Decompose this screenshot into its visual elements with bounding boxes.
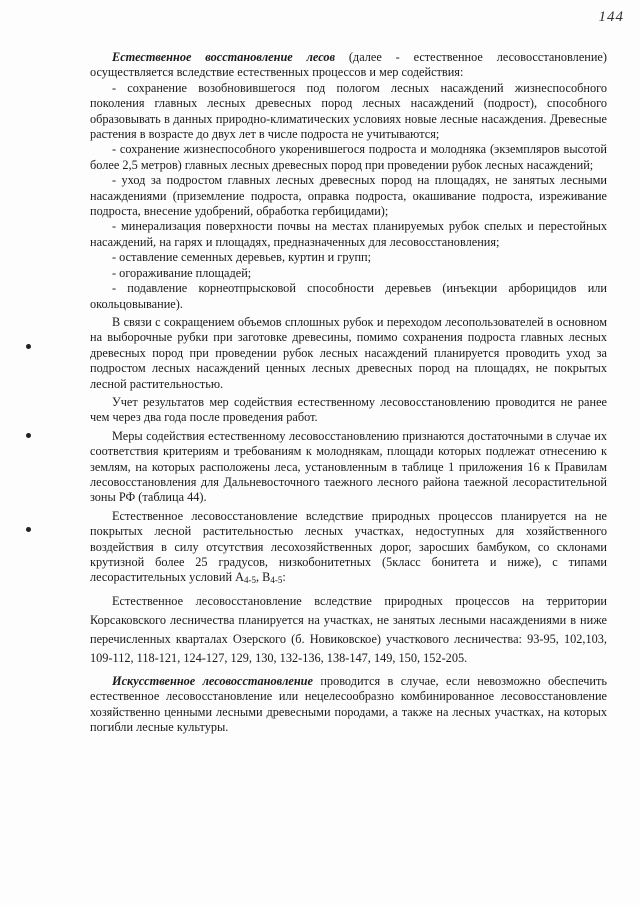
list-item: - уход за подростом главных лесных древесных пород на площадях, не занятых лесными насаждениями (приземление подроста, оправка подроста, окашивание подроста, изреживание подроста, внесение удобрений, обработка гербицидами); — [90, 173, 607, 219]
list-item: - подавление корнеотпрысковой способности деревьев (инъекции арборицидов или окольцовывание). — [90, 281, 607, 311]
punch-hole-mark — [26, 527, 31, 532]
list-item: - сохранение возобновившегося под пологом лесных насаждений жизнеспособного поколения главных лесных древесных пород лесных насаждений (подрост), способного образовывать в данных природно-климатических условиях новые лесные насаждения. Древесные растения в возрасте до двух лет в числе подроста не учитываются; — [90, 80, 607, 142]
paragraph-text: Естественное лесовосстановление вследствие природных процессов на территории Корсаковского лесничества планируется на участках, не занятых лесными насаждениями в ниже перечисленных кварталах Озерского (б. Новиковское) участкового лесничества: 93-95, 102,103, 109-112, 118-121, 124-127, 129, 130, 132-136, 138-147, 149, 150, 152-205. — [90, 593, 607, 665]
paragraph-text: (далее - естественное лесовосстановление) осуществляется вследствие естественных процессов и мер содействия: — [90, 50, 607, 80]
list-item: - минерализация поверхности почвы на местах планируемых рубок спелых и перестойных насаждений, на гарях и площадях, предназначенных для лесовосстановления; — [90, 219, 607, 249]
punch-hole-mark — [26, 433, 31, 438]
term-artificial-restoration: Искусственное лесовосстановление — [112, 673, 313, 688]
paragraph-artificial-restoration — [90, 674, 607, 736]
paragraph-text: В связи с сокращением объемов сплошных рубок и переходом лесопользователей в основном на выборочные рубки при заготовке древесины, помимо сохранения подроста главных лесных древесных пород при проведении рубок лесных насаждений планируется проводить уход за подростом лесных насаждений ценных лесных древесных пород на площадях, не покрытых лесной растительностью. — [90, 314, 607, 391]
term-natural-restoration: Естественное восстановление лесов — [112, 50, 335, 64]
paragraph-text: Учет результатов мер содействия естественному лесовосстановлению проводится не ранее чем через два года после проведения работ. — [90, 394, 607, 425]
list-item: - огораживание площадей; — [112, 265, 252, 280]
subscript: 4-5 — [270, 575, 283, 586]
list-item: - сохранение жизнеспособного укоренившегося подроста и молодняка (экземпляров высотой более 2,5 метров) главных лесных древесных пород при проведении рубок лесных насаждений; — [90, 142, 607, 172]
punch-hole-mark — [26, 344, 31, 349]
subscript: 4-5 — [243, 575, 256, 586]
paragraph-text — [90, 509, 607, 589]
paragraph-natural-restoration — [90, 50, 607, 81]
document-body — [90, 50, 607, 735]
paragraph-text: Естественное лесовосстановление вследствие природных процессов планируется на не покрытых лесной растительностью лесных участках, недоступных для хозяйственного воздействия в силу отсутствия лесохозяйственных дорог, заросших бамбуком, со склонами крутизной более 25 градусов, низкобонитетных (5класс бонитета и ниже), с типами лесорастительных условий А — [90, 508, 607, 585]
page-number: 144 — [598, 9, 624, 25]
paragraph-text: , В — [255, 570, 271, 585]
list-item: - оставление семенных деревьев, куртин и групп; — [112, 250, 372, 265]
paragraph-text: проводится в случае, если невозможно обеспечить естественное лесовосстановление или нецелесообразно комбинированное лесовосстановление хозяйственно ценными лесными древесными породами, а также на лесных участках, на которых погибли лесные культуры. — [90, 673, 607, 735]
paragraph-text: Меры содействия естественному лесовосстановлению признаются достаточными в случае их соответствия критериям и требованиям к молоднякам, площади которых подлежат отнесению к землям, на которых расположены леса, установленным в таблице 1 приложения 16 к Правилам лесовосстановления для Дальневосточного таежного лесного района таежной лесорастительной зоны РФ (таблица 44). — [90, 428, 607, 505]
paragraph-text: : — [282, 570, 286, 585]
